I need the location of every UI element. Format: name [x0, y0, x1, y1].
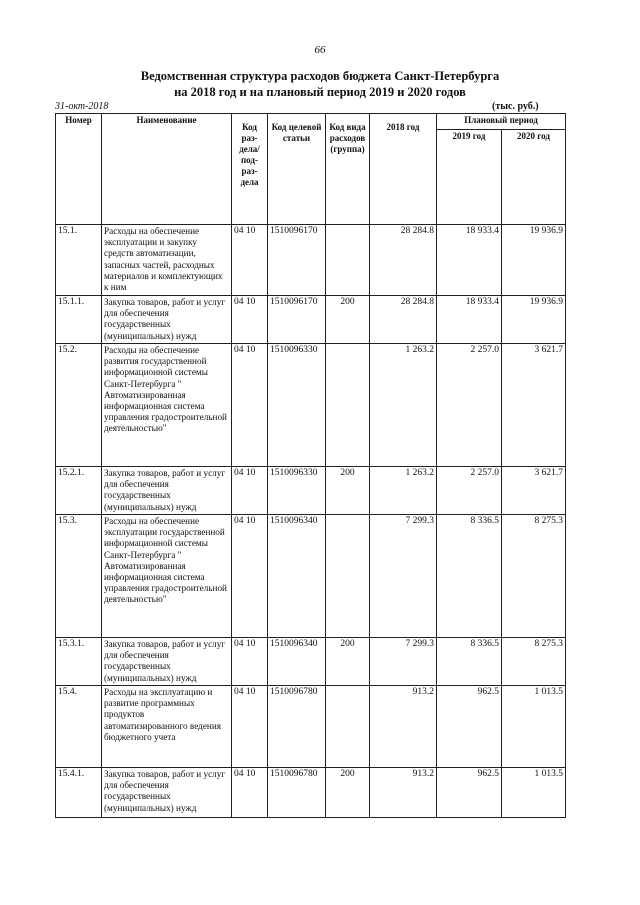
row-expense-type: 200 — [326, 467, 370, 515]
units-label: (тыс. руб.) — [492, 101, 539, 112]
row-section-code: 04 10 — [232, 296, 268, 344]
row-amount-2019: 18 933.4 — [437, 296, 502, 344]
row-target-code: 1510096170 — [268, 225, 326, 296]
table-body — [56, 225, 566, 818]
row-amount-2018: 913.2 — [370, 768, 437, 818]
row-expense-type — [326, 225, 370, 296]
row-target-code: 1510096780 — [268, 686, 326, 768]
row-section-code: 04 10 — [232, 638, 268, 686]
table-header — [56, 114, 566, 225]
header-target: Код целевой статьи — [268, 114, 326, 225]
row-amount-2020: 3 621.7 — [502, 467, 566, 515]
table-row — [56, 515, 566, 638]
row-amount-2020: 19 936.9 — [502, 296, 566, 344]
row-amount-2019: 962.5 — [437, 768, 502, 818]
row-amount-2018: 1 263.2 — [370, 344, 437, 467]
table-row — [56, 686, 566, 768]
row-expense-type: 200 — [326, 768, 370, 818]
budget-table — [55, 113, 566, 818]
row-number: 15.4. — [56, 686, 102, 768]
row-number: 15.3.1. — [56, 638, 102, 686]
row-amount-2019: 2 257.0 — [437, 344, 502, 467]
row-number: 15.1.1. — [56, 296, 102, 344]
table-row — [56, 638, 566, 686]
row-name: Закупка товаров, работ и услуг для обеспечения государственных (муниципальных) нужд — [102, 638, 232, 686]
row-name: Закупка товаров, работ и услуг для обеспечения государственных (муниципальных) нужд — [102, 296, 232, 344]
document-title — [0, 68, 640, 100]
header-planned-period: Плановый период — [437, 114, 566, 130]
row-target-code: 1510096780 — [268, 768, 326, 818]
row-expense-type — [326, 686, 370, 768]
table-row — [56, 225, 566, 296]
header-2019: 2019 год — [437, 130, 502, 225]
header-2020: 2020 год — [502, 130, 566, 225]
table-row — [56, 768, 566, 818]
row-amount-2020: 1 013.5 — [502, 768, 566, 818]
table-row — [56, 296, 566, 344]
row-expense-type: 200 — [326, 296, 370, 344]
row-amount-2018: 1 263.2 — [370, 467, 437, 515]
title-line-2: на 2018 год и на плановый период 2019 и 2020 годов — [174, 85, 466, 99]
row-number: 15.1. — [56, 225, 102, 296]
row-amount-2020: 8 275.3 — [502, 515, 566, 638]
header-expense-type: Код вида расходов (группа) — [326, 114, 370, 225]
row-number: 15.2.1. — [56, 467, 102, 515]
table-row — [56, 344, 566, 467]
row-section-code: 04 10 — [232, 768, 268, 818]
row-expense-type — [326, 344, 370, 467]
table-row — [56, 467, 566, 515]
document-date: 31-окт-2018 — [55, 101, 109, 112]
row-number: 15.2. — [56, 344, 102, 467]
row-target-code: 1510096340 — [268, 515, 326, 638]
header-name: Наименование — [102, 114, 232, 225]
row-amount-2020: 1 013.5 — [502, 686, 566, 768]
title-line-1: Ведомственная структура расходов бюджета Санкт-Петербурга — [140, 69, 500, 83]
header-section: Код раз- дела/ под- раз- дела — [232, 114, 268, 225]
row-amount-2020: 8 275.3 — [502, 638, 566, 686]
row-section-code: 04 10 — [232, 686, 268, 768]
row-amount-2019: 8 336.5 — [437, 515, 502, 638]
header-2018: 2018 год — [370, 114, 437, 225]
row-target-code: 1510096330 — [268, 344, 326, 467]
row-section-code: 04 10 — [232, 467, 268, 515]
header-number: Номер — [56, 114, 102, 225]
row-amount-2018: 7 299.3 — [370, 515, 437, 638]
row-section-code: 04 10 — [232, 344, 268, 467]
row-target-code: 1510096330 — [268, 467, 326, 515]
row-name: Расходы на обеспечение развития государственной информационной системы Санкт-Петербурга " Автоматизированная информационная система управления градостроительной деятельностью" — [102, 344, 232, 467]
row-section-code: 04 10 — [232, 225, 268, 296]
row-target-code: 1510096170 — [268, 296, 326, 344]
row-section-code: 04 10 — [232, 515, 268, 638]
row-amount-2020: 19 936.9 — [502, 225, 566, 296]
row-amount-2020: 3 621.7 — [502, 344, 566, 467]
row-expense-type — [326, 515, 370, 638]
row-amount-2019: 2 257.0 — [437, 467, 502, 515]
row-name: Закупка товаров, работ и услуг для обеспечения государственных (муниципальных) нужд — [102, 467, 232, 515]
row-amount-2018: 28 284.8 — [370, 296, 437, 344]
row-expense-type: 200 — [326, 638, 370, 686]
row-number: 15.4.1. — [56, 768, 102, 818]
row-name: Расходы на обеспечение эксплуатации государственной информационной системы Санкт-Петербурга " Автоматизированная информационная система управления градостроительной деятельностью" — [102, 515, 232, 638]
row-amount-2019: 18 933.4 — [437, 225, 502, 296]
row-amount-2019: 8 336.5 — [437, 638, 502, 686]
row-target-code: 1510096340 — [268, 638, 326, 686]
row-amount-2018: 28 284.8 — [370, 225, 437, 296]
row-number: 15.3. — [56, 515, 102, 638]
row-amount-2018: 7 299.3 — [370, 638, 437, 686]
page-number: 66 — [314, 44, 326, 56]
row-name: Расходы на обеспечение эксплуатации и закупку средств автоматизации, запасных частей, расходных материалов и комплектующих к ним — [102, 225, 232, 296]
row-amount-2019: 962.5 — [437, 686, 502, 768]
row-name: Расходы на эксплуатацию и развитие программных продуктов автоматизированного ведения бюджетного учета — [102, 686, 232, 768]
row-amount-2018: 913.2 — [370, 686, 437, 768]
row-name: Закупка товаров, работ и услуг для обеспечения государственных (муниципальных) нужд — [102, 768, 232, 818]
